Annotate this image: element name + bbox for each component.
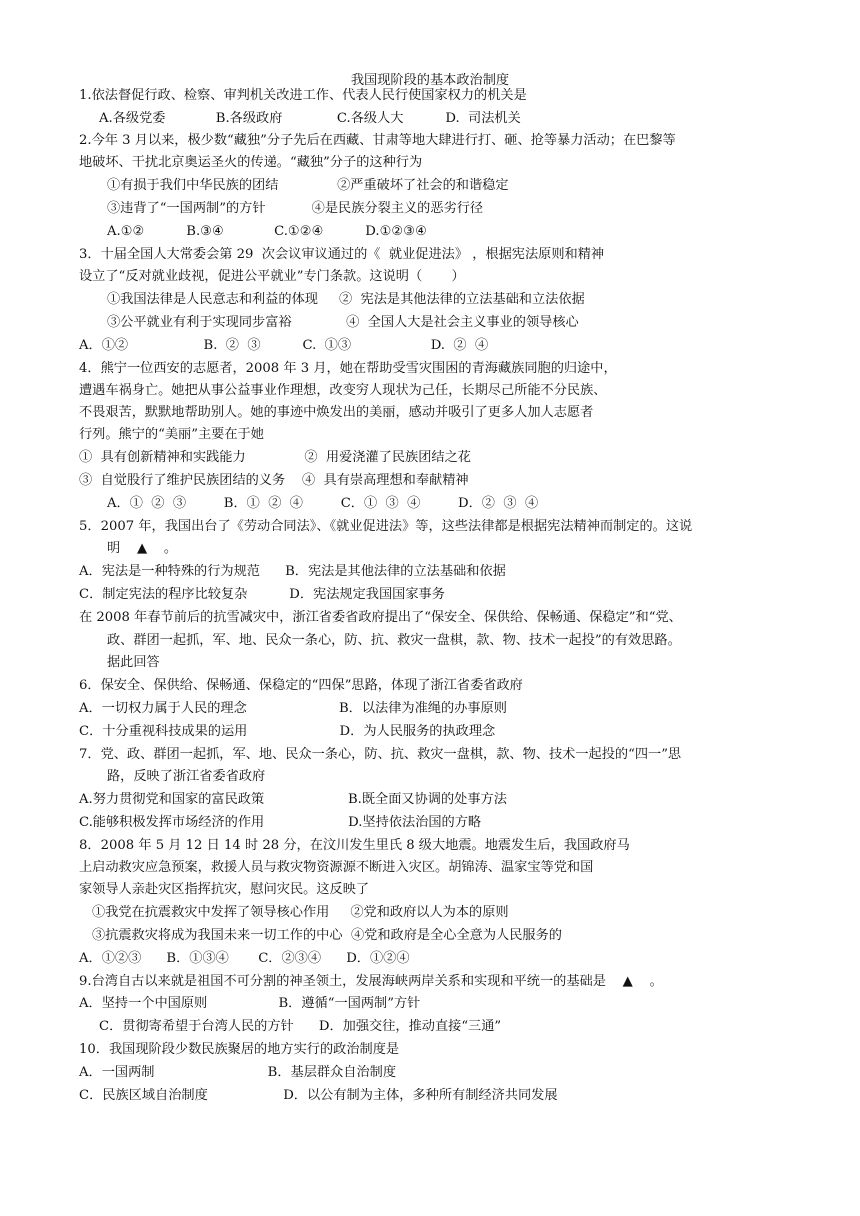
text-line: 10．我国现阶段少数民族聚居的地方实行的政治制度是 <box>79 1042 400 1057</box>
text-line: A.①② B.③④ C.①②④ D.①②③④ <box>107 224 427 239</box>
text-line: ③抗震救灾将成为我国未来一切工作的中心 ④党和政府是全心全意为人民服务的 <box>92 928 562 943</box>
text-line: ③ 自觉股行了维护民族团结的义务 ④ 具有崇高理想和奉献精神 <box>79 473 469 488</box>
text-line: C．民族区域自治制度 D．以公有制为主体，多种所有制经济共同发展 <box>79 1088 558 1103</box>
text-line: 3．十届全国人大常委会第 29 次会议审议通过的《 就业促进法》 ，根据宪法原则和精神 <box>79 247 605 262</box>
text-line: C．贯彻寄希望于台湾人民的方针 D．加强交往，推动直接“三通” <box>99 1019 502 1034</box>
text-line: 政、群团一起抓，军、地、民众一条心，防、抗、救灾一盘棋，款、物、技术一起投”的有效思路。 <box>107 633 681 648</box>
text-line: C．十分重视科技成果的运用 D．为人民服务的执政理念 <box>79 724 496 739</box>
text-line: 据此回答 <box>107 655 160 670</box>
text-line: 在 2008 年春节前后的抗雪减灾中，浙江省委省政府提出了“保安全、保供给、保畅通、保稳定”和“党、 <box>79 610 682 625</box>
text-line: A．坚持一个中国原则 B．遵循“一国两制”方针 <box>79 996 421 1011</box>
text-line: 上启动救灾应急预案，救援人员与救灾物资源源不断进入灾区。胡锦涛、温家宝等党和国 <box>79 860 594 875</box>
text-line: A．宪法是一种特殊的行为规范 B．宪法是其他法律的立法基础和依据 <box>79 564 506 579</box>
text-line: ③公平就业有利于实现同步富裕 ④ 全国人大是社会主义事业的领导核心 <box>107 315 579 330</box>
text-line: 不畏艰苦，默默地帮助别人。她的事迹中焕发出的美丽，感动并吸引了更多人加人志愿者 <box>79 405 594 420</box>
text-line: A．一国两制 B．基层群众自治制度 <box>79 1065 397 1080</box>
text-line: 设立了“反对就业歧视，促进公平就业”专门条款。这说明（ ） <box>79 269 465 284</box>
text-line: A．① ② ③ B．① ② ④ C．① ③ ④ D．② ③ ④ <box>107 496 539 511</box>
text-line: ①我国法律是人民意志和利益的体现 ② 宪法是其他法律的立法基础和立法依据 <box>107 292 585 307</box>
text-line: 明 ▲ 。 <box>107 541 178 556</box>
text-line: A.努力贯彻党和国家的富民政策 B.既全面又协调的处事方法 <box>79 792 507 807</box>
text-line: 5．2007 年，我国出台了《劳动合同法》、《就业促进法》等，这些法律都是根据宪法精神而制定的。这说 <box>79 519 693 534</box>
text-line: A．一切权力属于人民的理念 B．以法律为准绳的办事原则 <box>79 701 507 716</box>
text-line: C.能够积极发挥市场经济的作用 D.坚持依法治国的方略 <box>79 815 482 830</box>
text-line: 地破坏、干扰北京奥运圣火的传递。“藏独”分子的这种行为 <box>79 155 423 170</box>
text-line: 6．保安全、保供给、保畅通、保稳定的“四保”思路，体现了浙江省委省政府 <box>79 678 523 693</box>
text-line: ③违背了“一国两制”的方针 ④是民族分裂主义的恶劣行径 <box>107 201 484 216</box>
text-line: 家领导人亲赴灾区指挥抗灾，慰问灾民。这反映了 <box>79 882 370 897</box>
text-line: ① 具有创新精神和实践能力 ② 用爱浇灌了民族团结之花 <box>79 450 471 465</box>
text-line: ①有损于我们中华民族的团结 ②严重破坏了社会的和谐稳定 <box>107 178 509 193</box>
text-line: 2.今年 3 月以来，极少数“藏独”分子先后在西藏、甘肃等地大肆进行打、砸、抢等暴力活动；在巴黎等 <box>79 133 676 148</box>
text-line: 1.依法督促行政、检察、审判机关改进工作、代表人民行使国家权力的机关是 <box>79 88 527 103</box>
text-line: 7．党、政、群团一起抓，军、地、民众一条心，防、抗、救灾一盘棋，款、物、技术一起投的“四一”思 <box>79 747 682 762</box>
text-line: A．①② B. ② ③ C. ①③ D. ② ④ <box>79 338 489 353</box>
text-line: A.各级党委 B.各级政府 C.各级人大 D. 司法机关 <box>99 111 521 126</box>
text-line: ①我党在抗震救灾中发挥了领导核心作用 ②党和政府以人为本的原则 <box>92 905 509 920</box>
text-line: C．制定宪法的程序比较复杂 D．宪法规定我国国家事务 <box>79 587 445 602</box>
text-line: A．①②③ B．①③④ C．②③④ D．①②④ <box>79 951 410 966</box>
text-line: 路，反映了浙江省委省政府 <box>107 769 266 784</box>
text-line: 8．2008 年 5 月 12 日 14 时 28 分，在汶川发生里氏 8 级大地震。地震发生后，我国政府马 <box>79 838 630 853</box>
text-line: 遭遇车祸身亡。她把从事公益事业作理想，改变穷人现状为己任，长期尽己所能不分民族、 <box>79 383 607 398</box>
page-title: 我国现阶段的基本政治制度 <box>350 73 510 88</box>
text-line: 行列。熊宁的“美丽”主要在于她 <box>79 427 264 442</box>
text-line: 4．熊宁一位西安的志愿者，2008 年 3 月，她在帮助受雪灾围困的青海藏族同胞的归途中， <box>79 361 617 376</box>
text-line: 9.台湾自古以来就是祖国不可分割的神圣领土，发展海峡两岸关系和实现和平统一的基础是 ▲ 。 <box>79 974 663 989</box>
